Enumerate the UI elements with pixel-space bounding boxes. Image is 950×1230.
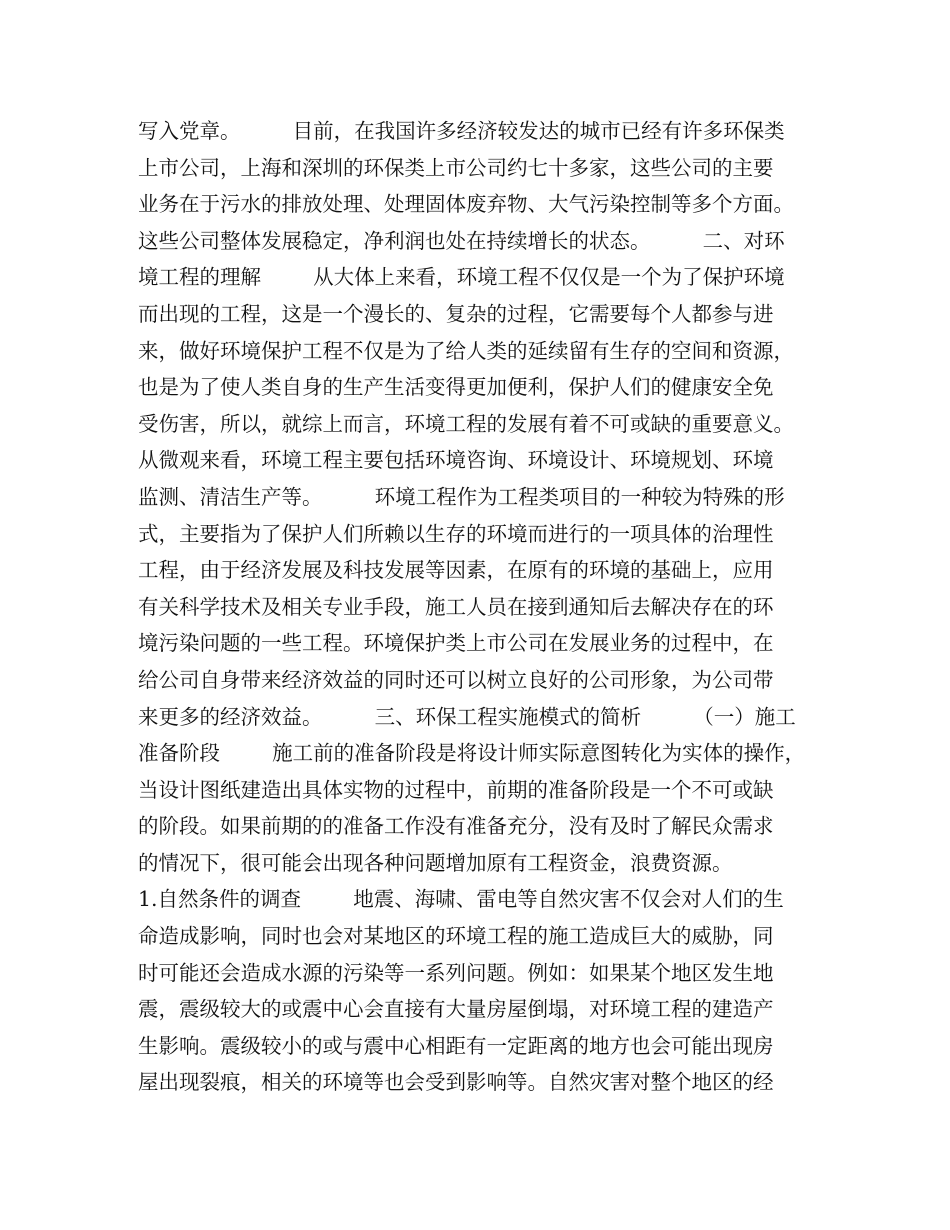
text-line: 式，主要指为了保护人们所赖以生存的环境而进行的一项具体的治理性: [138, 521, 774, 546]
text-line: 这些公司整体发展稳定，净利润也处在持续增长的状态。 二、对环: [138, 228, 785, 253]
text-line: 震，震级较大的或震中心会直接有大量房屋倒塌，对环境工程的建造产: [138, 997, 774, 1022]
body-text: [138, 113, 818, 1101]
text-line: 而出现的工程，这是一个漫长的、复杂的过程，它需要每个人都参与进: [138, 301, 774, 326]
text-line: 工程，由于经济发展及科技发展等因素，在原有的环境的基础上，应用: [138, 558, 774, 583]
text-line: 生影响。震级较小的或与震中心相距有一定距离的地方也会可能出现房: [138, 1033, 774, 1058]
text-line: 监测、清洁生产等。 环境工程作为工程类项目的一种较为特殊的形: [138, 484, 785, 509]
text-line: 准备阶段 施工前的准备阶段是将设计师实际意图转化为实体的操作，: [138, 741, 806, 766]
text-line: 有关科学技术及相关专业手段，施工人员在接到通知后去解决存在的环: [138, 594, 774, 619]
text-line: 来，做好环境保护工程不仅是为了给人类的延续留有生存的空间和资源，: [138, 338, 794, 363]
text-line: 给公司自身带来经济效益的同时还可以树立良好的公司形象，为公司带: [138, 667, 774, 692]
text-line: 当设计图纸建造出具体实物的过程中，前期的准备阶段是一个不可或缺: [138, 777, 774, 802]
text-line: 也是为了使人类自身的生产生活变得更加便利，保护人们的健康安全免: [138, 375, 774, 400]
text-line: 屋出现裂痕，相关的环境等也会受到影响等。自然灾害对整个地区的经: [138, 1070, 774, 1095]
text-line: 上市公司，上海和深圳的环保类上市公司约七十多家，这些公司的主要: [138, 155, 774, 180]
text-line: 业务在于污水的排放处理、处理固体废弃物、大气污染控制等多个方面。: [138, 192, 794, 217]
text-line: 受伤害，所以，就综上而言，环境工程的发展有着不可或缺的重要意义。: [138, 411, 794, 436]
text-line: 境污染问题的一些工程。环境保护类上市公司在发展业务的过程中，在: [138, 631, 774, 656]
text-line: 的情况下，很可能会出现各种问题增加原有工程资金，浪费资源。: [138, 850, 733, 875]
text-line: 从微观来看，环境工程主要包括环境咨询、环境设计、环境规划、环境: [138, 448, 774, 473]
text-line: 命造成影响，同时也会对某地区的环境工程的施工造成巨大的威胁，同: [138, 924, 774, 949]
text-line: 境工程的理解 从大体上来看，环境工程不仅仅是一个为了保护环境: [138, 265, 785, 290]
text-line: 写入党章。 目前，在我国许多经济较发达的城市已经有许多环保类: [138, 119, 785, 143]
text-line: 时可能还会造成水源的污染等一系列问题。例如：如果某个地区发生地: [138, 960, 774, 985]
text-line: 来更多的经济效益。 三、环保工程实施模式的简析 （一）施工: [138, 704, 796, 729]
text-line: 的阶段。如果前期的的准备工作没有准备充分，没有及时了解民众需求: [138, 814, 774, 839]
text-line: 1.自然条件的调查 地震、海啸、雷电等自然灾害不仅会对人们的生: [138, 887, 784, 912]
